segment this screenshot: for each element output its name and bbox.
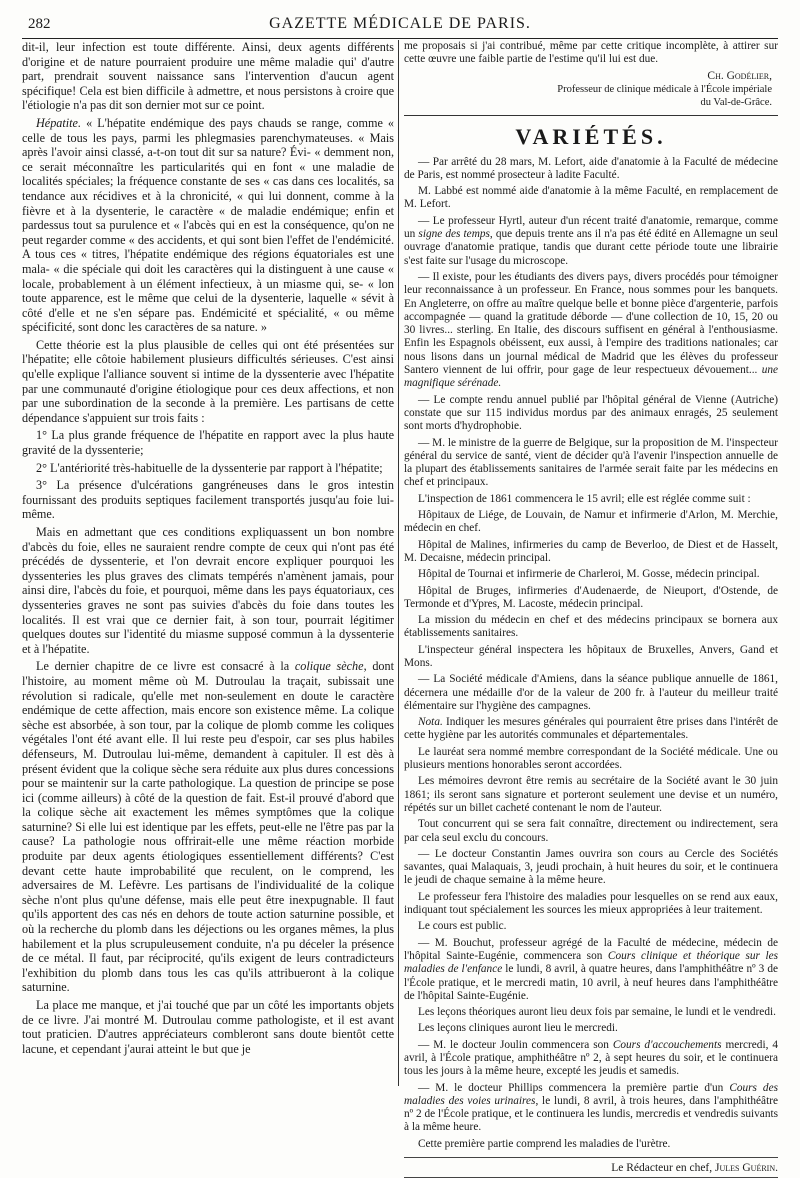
- section-title: VARIÉTÉS.: [515, 123, 667, 149]
- emphasis: Cours d'accouchements: [612, 1038, 722, 1051]
- news-item: Le professeur fera l'histoire des maladies pour lesquelles on se rend aux eaux, indiquant tout spécialement les sources les mieux appropriées à leur traitement.: [404, 890, 778, 917]
- page-number: 282: [28, 16, 51, 32]
- section-divider: [404, 115, 778, 116]
- list-item: 1° La plus grande fréquence de l'hépatite en rapport avec la plus haute gravité de la dyssenterie;: [22, 428, 394, 458]
- news-item: — M. Bouchut, professeur agrégé de la Faculté de médecine, médecin de l'hôpital Sainte-Eugénie, commencera son Cours clinique et théorique sur les maladies de l'enfance le lundi, 8 avril, à quatre heures, dans l'amphithéâtre nº 3 de l'École pratique, et le mercredi matin, 10 avril, à neuf heures dans l'amphithéâtre de l'hôpital Sainte-Eugénie.: [404, 936, 778, 1002]
- author-name: Ch. Godélier,: [707, 69, 772, 82]
- news-item: M. Labbé est nommé aide d'anatomie à la même Faculté, en remplacement de M. Lefort.: [404, 185, 778, 211]
- editor-name: Jules Guérin.: [715, 1162, 778, 1175]
- news-item: L'inspecteur général inspectera les hôpitaux de Bruxelles, Anvers, Gand et Mons.: [404, 643, 778, 669]
- inspection-item: Hôpital de Tournai et infirmerie de Charleroi, M. Gosse, médecin principal.: [418, 568, 760, 581]
- news-item: Cette première partie comprend les maladies de l'urètre.: [418, 1137, 671, 1150]
- editor-signature: Le Rédacteur en chef, Jules Guérin.: [404, 1157, 778, 1174]
- section-heading: Hépatite.: [36, 115, 82, 130]
- list-item: 3° La présence d'ulcérations gangréneuses dans le gros intestin fournissant des produits septiques facilement transportés jusqu'au foie lui-même.: [22, 478, 394, 522]
- paragraph: Cette théorie est la plus plausible de celles qui ont été présentées sur l'hépatite; elle côtoie habilement plusieurs difficultés sérieuses. C'est ainsi qu'elle explique l'alliance souvent si intime de la dyssenterie avec l'hépatite par une communauté d'origine étiologique pour ces deux affections, et non par une subordination de la seconde à la première. Les partisans de cette dépendance s'appuient sur trois faits :: [22, 337, 394, 425]
- news-item: — M. le docteur Phillips commencera la première partie d'un Cours des maladies des voies urinaires, le lundi, 8 avril, à trois heures, dans l'amphithéâtre nº 2 de l'École pratique, et le continuera les lundis, mercredis et vendredis suivants à la même heure.: [404, 1081, 778, 1134]
- colique-paragraph: Le dernier chapitre de ce livre est consacré à la colique sèche, dont l'histoire, au moment même où M. Dutroulau la traçait, subissait une révolution si radicale, qu'elle met non-seulement en doute le caractère endémique de cette affection, mais encore son existence même. La colique sèche est absorbée, à son tour, par la colique de plomb comme les coliques végétales l'ont été avant elle. Il lui reste peu d'espoir, car ses plus habiles défenseurs, M. Dutroulau lui-même, demandent à capituler. Il est dès à présent évident que la colique sèche sera réduite aux plus dures concessions pour se maintenir sur la carte pathologique. La question de principe se pose ici (comme ailleurs) à côté de la question de fait. Est-il prouvé d'abord que la colique sèche ait exactement les mêmes symptômes que la colique saturnine? Si elle lui est identique par les effets, peut-elle ne l'être pas par la cause? La pathologie nous offrirait-elle une même réaction morbide produite par deux agents étiologiques essentiellement différents? C'est devant cette haute improbabilité que reculent, on le comprend, les adversaires de M. Lefèvre. Les partisans de l'individualité de la colique sèche n'ont plus qu'une défense, mais elle peut être inexpugnable. Il faut qu'ils apportent des cas nés en dehors de toute action saturnine possible, et où la recherche du plomb dans les déjections ou les organes mêmes, la plus habilement et la plus scrupuleusement conduite, n'a pu déceler la présence de ce métal. Il faut, par réciprocité, qu'ils exigent de leurs contradicteurs l'exhibition du plomb dans tous les cas qu'ils attribueront à la colique saturnine.: [22, 659, 395, 995]
- inspection-item: Hôpital de Bruges, infirmeries d'Audenaerde, de Nieuport, d'Ostende, de Termonde et d'Ypres, M. Lacoste, médecin principal.: [404, 584, 778, 610]
- inspection-item: Hôpital de Malines, infirmeries du camp de Beverloo, de Diest et de Hasselt, M. Decaisne, médecin principal.: [404, 538, 778, 564]
- emphasis: une magnifique sérénade.: [404, 364, 778, 390]
- news-item: Tout concurrent qui se sera fait connaître, directement ou indirectement, sera par cela seul exclu du concours.: [404, 818, 778, 844]
- inspection-item: Hôpitaux de Liége, de Louvain, de Namur et infirmerie d'Arlon, M. Merchie, médecin en chef.: [404, 509, 778, 535]
- right-column: [404, 40, 779, 1175]
- emphasis: Cours clinique et théorique sur les maladies de l'enfance: [404, 949, 778, 976]
- paragraph: Mais en admettant que ces conditions expliquassent un bon nombre d'abcès du foie, elles ne sauraient rendre compte de ceux qui n'ont pas été précédés de dyssenterie, et l'on devrait encore expliquer pourquoi les dyssenteries les plus graves des climats tempérés n'amènent jamais, pour ainsi dire, l'abcès du foie, et pourquoi, même dans les pays équatoriaux, ces dyssenteries graves ne sont pas suivies d'abcès du foie dans toutes les localités. Il est vrai que ce dernier fait, à son tour, pourrait légitimer quelques doutes sur l'identité du miasme supposé commun à la dyssenterie et à l'hépatite.: [22, 525, 394, 656]
- news-item: L'inspection de 1861 commencera le 15 avril; elle est réglée comme suit :: [418, 492, 751, 505]
- news-item: — M. le ministre de la guerre de Belgique, sur la proposition de M. l'inspecteur général du service de santé, vient de décider qu'à l'avenir l'inspection annuelle de la plupart des établissements sanitaires de l'armée serait faite par les médecins en chef et principaux.: [404, 436, 778, 489]
- author-signature: [404, 70, 772, 109]
- list-item: 2° L'antériorité très-habituelle de la dyssenterie par rapport à l'hépatite;: [36, 460, 383, 475]
- paragraph: me proposais si j'ai contribué, même par cette critique incomplète, à attirer sur cette œuvre une faible partie de l'estime qu'il lui est due.: [404, 40, 778, 66]
- news-item: — M. le docteur Joulin commencera son Cours d'accouchements mercredi, 4 avril, à l'École pratique, amphithéâtre nº 2, à sept heures du soir, et le continuera tous les jours à la même heure, excepté les jeudis et samedis.: [404, 1038, 779, 1078]
- news-item: Le cours est public.: [418, 920, 507, 933]
- paragraph: La place me manque, et j'ai touché que par un côté les importants objets de ce livre. J'ai montré M. Dutroulau comme pathologiste, et il est avant tout praticien. D'autres appréciateurs combleront sans doute bientôt cette lacune, et cependant j'aurai atteint le but que je: [22, 998, 394, 1056]
- page-header: [22, 12, 778, 39]
- emphasis: signe des temps: [418, 228, 490, 241]
- news-item: — Il existe, pour les étudiants des divers pays, divers procédés pour témoigner leur reconnaissance à un professeur. En France, nous sommes pour les banquets. En Angleterre, on offre au maître quelque belle et bonne pièce d'argenterie, parfois accompagnée — quand la gratitude déborde — d'une collection de 10, 15, 20 ou 30 livres... sterling. En Italie, des discours suffisent en général à l'enthousiasme. Enfin les Espagnols obéissent, eux aussi, à l'empire des traditions nationales; car nous lisons dans un journal médical de Madrid que les élèves du professeur Santero viennent de lui offrir, pour gage de leur respectueux dévouement... une magnifique sérénade.: [404, 270, 778, 390]
- news-item: Les leçons théoriques auront lieu deux fois par semaine, le lundi et le vendredi.: [418, 1006, 776, 1019]
- news-item: Le lauréat sera nommé membre correspondant de la Société médicale. Une ou plusieurs mentions honorables seront accordées.: [404, 745, 778, 772]
- column-divider: [398, 40, 399, 1086]
- author-role: Professeur de clinique médicale à l'École impériale: [557, 83, 772, 95]
- author-role: du Val-de-Grâce.: [700, 96, 772, 108]
- news-item: Les mémoires devront être remis au secrétaire de la Société avant le 30 juin 1861; ils seront sans signature et porteront seulement une devise et un numéro, répétés sur un billet cacheté contenant le nom de l'auteur.: [404, 775, 778, 814]
- emphasis: Cours des maladies des voies urinaires: [404, 1081, 778, 1107]
- news-item: — Le compte rendu annuel publié par l'hôpital général de Vienne (Autriche) constate que sur 115 individus mordus par des animaux enragés, 25 seulement sont morts d'hydrophobie.: [404, 393, 778, 433]
- news-item: — Par arrêté du 28 mars, M. Lefort, aide d'anatomie à la Faculté de médecine de Paris, est nommé prosecteur à ladite Faculté.: [404, 155, 778, 181]
- paragraph: dit-il, leur infection est toute différente. Ainsi, deux agents différents d'origine et de nature pourraient produire une même maladie qui' d'autre part, prendrait souvent naissance sans l'intervention d'aucun agent spécifique! Cela est bien difficile à admettre, et nous persistons à croire que l'étiologie n'a pas dit son dernier mot sur ce point.: [22, 40, 394, 113]
- emphasis: Nota.: [418, 716, 443, 729]
- journal-title: GAZETTE MÉDICALE DE PARIS.: [269, 15, 531, 32]
- left-column: [22, 40, 394, 1086]
- news-item: Les leçons cliniques auront lieu le mercredi.: [418, 1022, 618, 1035]
- news-item: La mission du médecin en chef et des médecins principaux se bornera aux établissements sanitaires.: [404, 614, 778, 640]
- hepatite-quote: Hépatite. « L'hépatite endémique des pays chauds se range, comme « celle de tous les pays, parmi les phlegmasies parenchymateuses. « Mais après l'avoir ainsi classé, a-t-on tout dit sur sa nature? Évi- « demment non, ce serait méconnaître les particularités qui en font « une maladie de localités spéciales; la fréquence constante de ses « cas dans ces localités, sa tendance aux récidives et à la chronicité, « qui lui donnent, comme à la fièvre et à la dysenterie, le caractère « de maladie endémique; enfin et pardessus tout sa purulence et « l'abcès qui en est la conséquence, qu'on ne peut regarder comme « des accidents, et qui sont bien l'effet de l'endémicité. A tous ces « titres, l'hépatite endémique des régions équatoriales est une mala- « die spéciale qui doit les caractères qui la distinguent à une cause « locale, probablement à un élément infectieux, à un miasme qui, se- « lon toute apparence, est le même que celui de la dysenterie, laquelle « sévit à côté d'elle et ne s'en sépare pas. Endémicité et spécialité, « ou même spécificité, sont donc les caractères de sa nature. »: [22, 115, 394, 335]
- news-item: Nota. Indiquer les mesures générales qui pourraient être prises dans l'intérêt de cette hygiène par les autorités communales et départementales.: [404, 716, 778, 742]
- emphasis: colique sèche: [294, 659, 364, 674]
- news-item: — La Société médicale d'Amiens, dans la séance publique annuelle de 1861, décernera une médaille d'or de la valeur de 200 fr. à l'auteur du meilleur traité élémentaire sur l'hygiène des campagnes.: [404, 673, 778, 712]
- news-item: — Le docteur Constantin James ouvrira son cours au Cercle des Sociétés savantes, quai Malaquais, 3, jeudi prochain, à huit heures du soir, et le continuera le jeudi de chaque semaine à la même heure.: [404, 847, 778, 887]
- news-item: — Le professeur Hyrtl, auteur d'un récent traité d'anatomie, remarque, comme un signe des temps, que depuis trente ans il n'a pas été édité en Allemagne un seul ouvrage d'anatomie pratique, tandis que durant cette période toute une librairie s'est faite sur l'usage du microscope.: [404, 214, 778, 267]
